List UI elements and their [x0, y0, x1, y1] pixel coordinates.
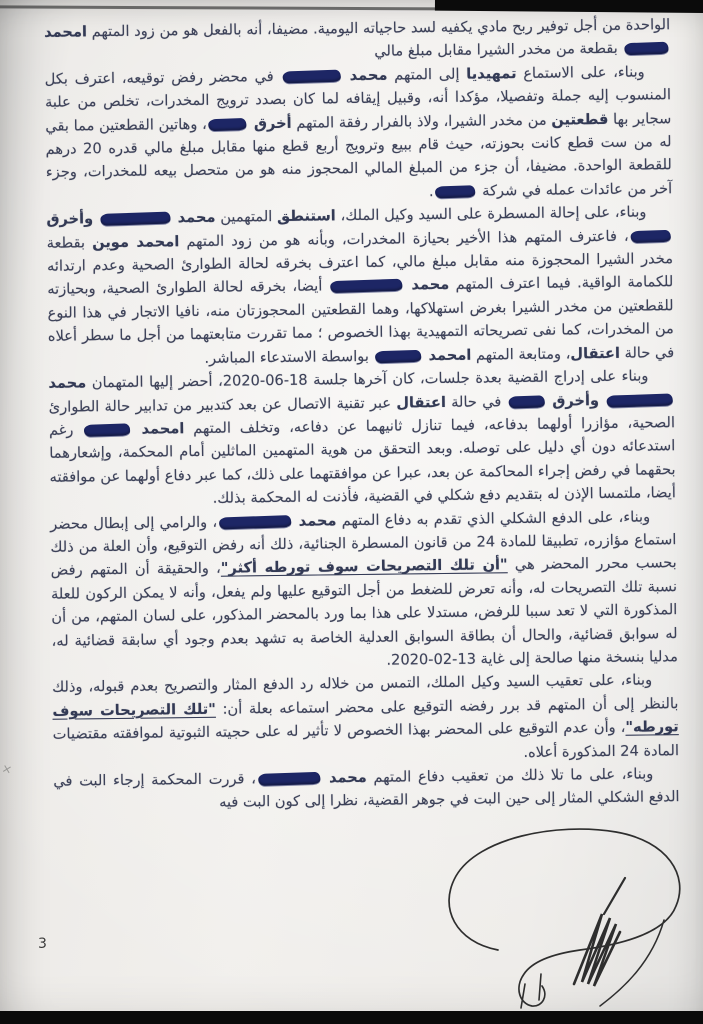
text-run: المتهمين	[215, 208, 278, 226]
text-run: في حالة	[445, 392, 507, 411]
text-run: ، ومتابعة المتهم	[471, 345, 571, 364]
text-run: أيضا، بخرقه لحالة الطوارئ الصحية، وبحيازته للقطعتين من مخدر الشيرا بغرض استهلاكها، وهما القطعتين المحجوزتان منه، نافيا الاتجار في هذا النوع من المخدرات، كما نفى تصريحاته التمهيدية بهذا الخصوص ؛ مما تقررت متابعتهما من أجل ما سطر أعلاه في حالة	[47, 277, 675, 362]
document-text	[44, 13, 680, 816]
emphasized-text-run: محمد	[292, 511, 337, 530]
text-run: الواحدة من أجل توفير ربح مادي يكفيه لسد حاجياته اليومية. مضيفا، أنه بالفعل هو من زود المتهم	[86, 16, 671, 41]
emphasized-text-run: امحمد	[423, 346, 472, 364]
text-run: عبر تقنية الاتصال عن بعد كتدبير من تدابير حالة الطوارئ الصحية، مؤازرا أولهما بدفاعه، فيما تنازل ثانيهما عن دفاعه، وتخلف المتهم	[48, 394, 676, 438]
signature-svg	[428, 816, 692, 1018]
emphasized-text-run: محمد	[342, 66, 388, 84]
emphasized-text-run: وأخرق	[46, 210, 99, 229]
text-run: ، وهاتين القطعتين مما بقي له من ست قطع كانت بحوزته، حيث قام ببيع وترويج أربع قطع منها مقابل مبلغ مالي قدره 20 درهم للقطعة الواحدة. مضيفا، أن جزء من المبلغ المالي المحجوز منه هو من متحصل بيعه للمخدرات، وجزء آخر من عائدات عمله في شركة	[45, 115, 673, 200]
emphasized-text-run: "أن تلك التصريحات سوف تورطه أكثر"	[220, 556, 508, 578]
emphasized-text-run: تمهيديا	[466, 64, 517, 83]
redaction-mark	[84, 423, 130, 437]
emphasized-text-run: استنطق	[277, 207, 336, 226]
emphasized-text-run: اعتقال	[570, 344, 621, 363]
redaction-mark	[209, 118, 247, 131]
text-run: وبناء، على إحالة المسطرة على السيد وكيل الملك،	[335, 203, 647, 225]
emphasized-text-run: امحمد موين	[92, 232, 180, 251]
margin-x-mark: ×	[0, 760, 14, 778]
redaction-mark	[331, 279, 403, 293]
text-run: ، وأن عدم التوقيع على المحضر بهذا الخصوص لا تأثير له على حجيته الثبوتية لموافقته مقتضيات المادة 24 المذكورة أعلاه.	[52, 718, 680, 761]
emphasized-text-run: وأخرق	[546, 391, 605, 410]
emphasized-text-run: امحمد	[132, 420, 185, 438]
text-run: بقطعة مخدر الشيرا المحجوزة منه مقابل مبلغ مالي، كما اعترف بخرقه لحالة الطوارئ الصحية وعدم ارتدائه للكمامة الواقية. فيما اعترف المتهم	[46, 233, 674, 294]
text-run: في محضر رفض توقيعه، اعترف بكل المنسوب إليه جملة وتفصيلا، مؤكدا أنه، وقبيل إيقافه لما كان بصدد ترويج المخدرات، تخلص من علبة سجاير بها	[44, 67, 672, 128]
text-run: بواسطة الاستدعاء المباشر.	[204, 347, 374, 367]
text-run: وبناء، على الاستماع	[516, 63, 645, 82]
text-run: وبناء، على ما تلا ذلك من تعقيب دفاع المتهم	[366, 765, 654, 786]
paragraph	[48, 364, 676, 512]
emphasized-text-run: قطعتين	[551, 110, 609, 129]
redaction-mark	[219, 515, 291, 529]
redaction-mark	[375, 349, 421, 363]
redaction-mark	[624, 42, 668, 55]
emphasized-text-run: محمد	[48, 374, 87, 392]
text-run: ، والحقيقة أن المتهم رفض نسبة تلك التصريحات له، وأنه تعرض للضغط من أجل التوقيع عليها ولم يفعل، وأنه لا يمكن الركون للعلة المذكورة التي لا تعد سببا للرفض، مستدلا على هذا بما ورد بالمحضر المذكور، على لسان المتهم، من أن له سوابق قضائية، والحال أن بطاقة السوابق العدلية الخاصة به تشهد بعدم وجود أي سابقة قضائية له، مدليا بنسخة منها صالحة إلى غاية 13-02-2020.	[50, 560, 678, 669]
redaction-mark	[631, 229, 671, 242]
redaction-mark	[435, 185, 475, 198]
emphasized-text-run: امحمد	[44, 23, 88, 41]
redaction-mark	[258, 772, 320, 786]
text-run: من مخدر الشيرا، ولاذ بالفرار رفقة المتهم	[291, 111, 552, 132]
redaction-mark	[100, 212, 170, 226]
text-run: رغم استدعائه دون أي دليل على توصله. وبعد التحقق من هوية المتهمين الماثلين أمام المحكمة، وإشعارهما بحقهما في رفض إجراء المحاكمة عن بعد، عبرا عن موافقتهما على ذلك، كما عبر دفاع أولهما عن موافقته أيضا، ملتمسا الإذن له بتقديم دفع شكلي في القضية، فأذنت له المحكمة بذلك.	[48, 421, 676, 507]
text-run: ، قررت المحكمة إرجاء البت في الدفع الشكلي المثار إلى حين البت في جوهر القضية، نظرا إلى كون البت فيه	[53, 770, 680, 812]
photo-top-right-corner	[435, 0, 703, 13]
signature	[428, 816, 692, 1018]
text-run: .	[428, 182, 434, 200]
redaction-mark	[607, 393, 673, 407]
emphasized-text-run: "تلك التصريحات سوف تورطه"	[52, 700, 679, 736]
emphasized-text-run: محمد	[172, 208, 216, 227]
page-number: 3	[38, 936, 47, 952]
text-run: وبناء، على الدفع الشكلي الذي تقدم به دفاع المتهم	[336, 507, 651, 529]
redaction-mark	[282, 69, 340, 83]
paragraph	[45, 60, 673, 208]
text-run: وبناء على إدراج القضية بعدة جلسات، كان آخرها جلسة 18-06-2020، أحضر إليها المتهمان	[86, 367, 649, 392]
emphasized-text-run: محمد	[404, 276, 450, 294]
paragraph	[46, 200, 674, 371]
text-run: وبناء، على تعقيب السيد وكيل الملك، التمس من خلاله رد الدفع المثار والتصريح بعدم قبوله، وذلك بالنظر إلى أن المتهم قد برر رفضه التوقيع على محضر استماعه بعلة أن:	[52, 671, 679, 718]
emphasized-text-run: أخرق	[248, 114, 292, 132]
text-run: إلى المتهم	[387, 65, 467, 84]
paragraph	[52, 669, 679, 770]
paragraph	[53, 762, 680, 816]
text-run: ، فاعترف المتهم هذا الأخير بحيازة المخدرات، وبأنه هو من زود المتهم	[179, 227, 629, 250]
text-run: بقطعة من مخدر الشيرا مقابل مبلغ مالي	[374, 40, 623, 61]
text-run: ، والرامي إلى إبطال محضر استماع مؤازره، تطبيقا للمادة 24 من قانون المسطرة الجنائية، ذلك أنه رفض التوقيع، وأن العلة من ذلك بحسب محرر المحضر هي	[50, 513, 677, 574]
emphasized-text-run: اعتقال	[396, 393, 447, 412]
redaction-mark	[508, 395, 544, 408]
emphasized-text-run: محمد	[321, 768, 367, 787]
photo-bottom-edge	[0, 1011, 703, 1024]
paragraph	[44, 13, 671, 67]
paragraph	[50, 505, 678, 676]
